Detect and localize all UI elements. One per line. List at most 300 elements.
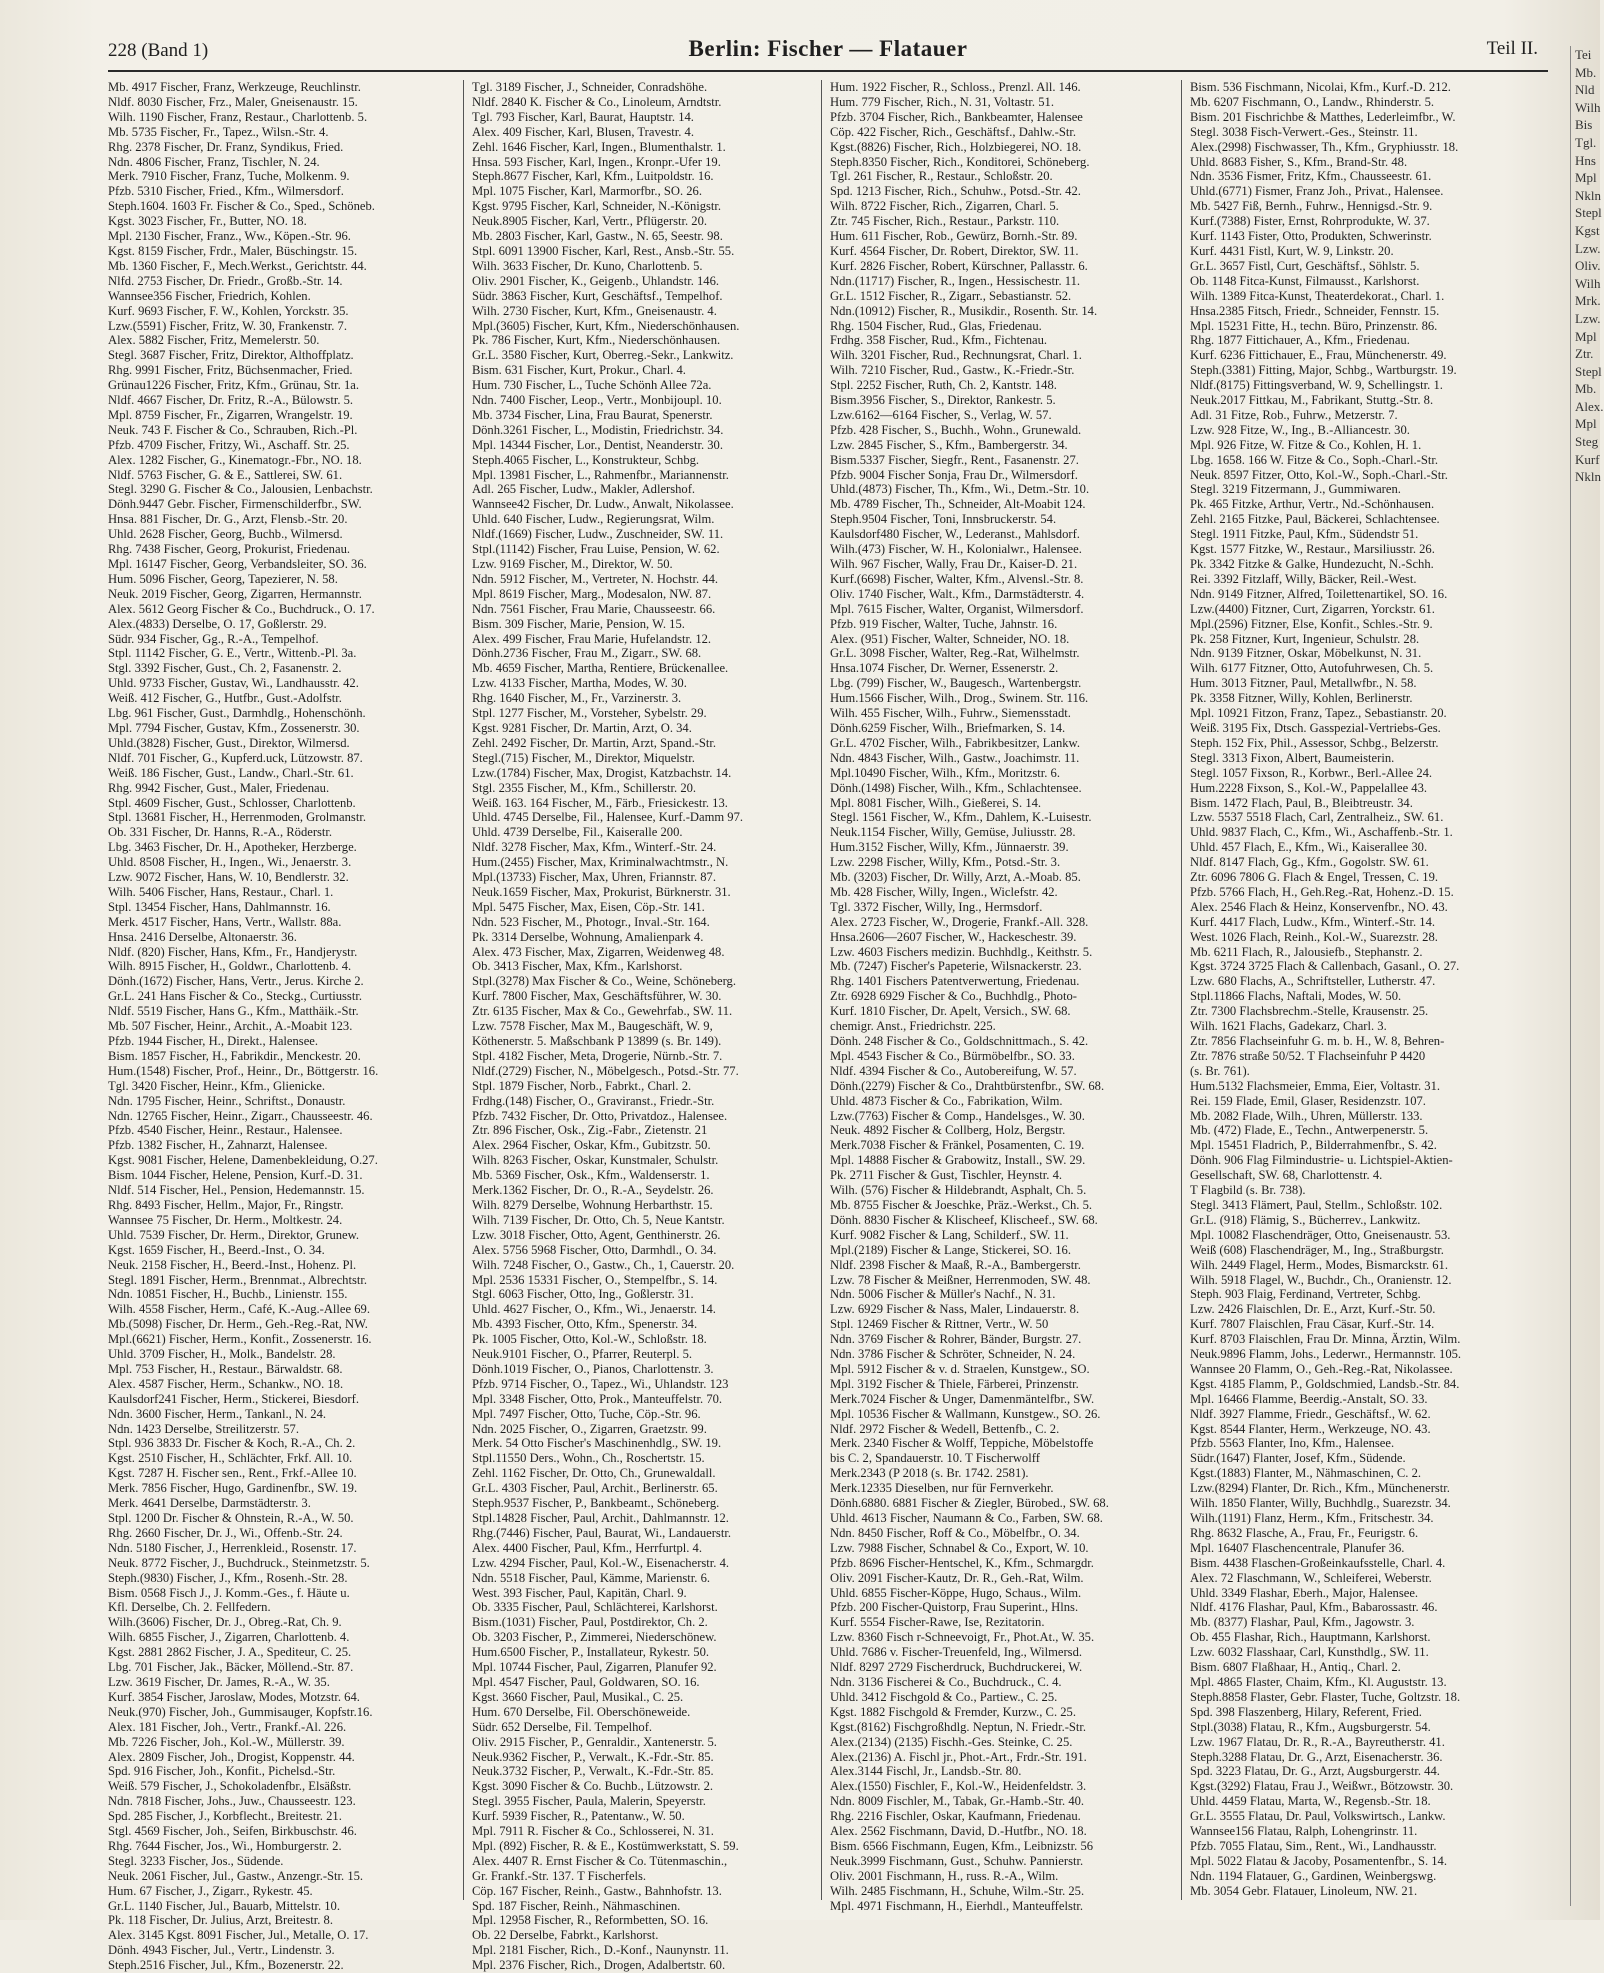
directory-entry: Kgst. 3724 3725 Flach & Callenbach, Gasanl., O. 27. bbox=[1190, 959, 1460, 974]
directory-entry: Oliv. 2091 Fischer-Kautz, Dr. R., Geh.-Rat, Wilm. bbox=[830, 1570, 1084, 1585]
directory-entry: Dönh.3261 Fischer, L., Modistin, Friedrichstr. 34. bbox=[472, 422, 724, 437]
directory-entry: Bism. 1472 Flach, Paul, B., Bleibtreustr. 34. bbox=[1190, 795, 1413, 810]
directory-entry: Ndn. 8450 Fischer, Roff & Co., Möbelfbr., O. 34. bbox=[830, 1525, 1080, 1540]
directory-entry: Neuk.9896 Flamm, Johs., Lederwr., Hermannstr. 105. bbox=[1190, 1347, 1462, 1362]
directory-entry: Alex. 2964 Fischer, Oskar, Kfm., Gubitzstr. 50. bbox=[472, 1138, 711, 1153]
directory-entry: Lzw. 2426 Flaischlen, Dr. E., Arzt, Kurf.-Str. 50. bbox=[1190, 1302, 1436, 1317]
directory-entry: Pk. 3314 Derselbe, Wohnung, Amalienpark 4. bbox=[472, 929, 704, 944]
directory-entry: Bism. 1857 Fischer, H., Fabrikdir., Menckestr. 20. bbox=[108, 1048, 361, 1063]
directory-entry: Nldf.(8175) Fittingsverband, W. 9, Schellingstr. 1. bbox=[1190, 378, 1443, 393]
directory-entry: Alex. 5612 Georg Fischer & Co., Buchdruck., O. 17. bbox=[108, 601, 375, 616]
directory-entry: Merk.12335 Dieselben, nur für Fernverkehr. bbox=[830, 1481, 1054, 1496]
directory-entry: Mb. 1360 Fischer, F., Mech.Werkst., Gerichtstr. 44. bbox=[108, 258, 367, 273]
directory-entry: Uhld. 9733 Fischer, Gustav, Wi., Landhausstr. 42. bbox=[108, 676, 359, 691]
directory-entry: Steph.8677 Fischer, Karl, Kfm., Luitpoldstr. 16. bbox=[472, 169, 714, 184]
directory-entry: Nldf. 514 Fischer, Hel., Pension, Hedemannstr. 15. bbox=[108, 1183, 365, 1198]
directory-entry: Lzw. 1967 Flatau, Dr. R., R.-A., Bayreutherstr. 41. bbox=[1190, 1734, 1445, 1749]
directory-entry: Pfzb. 8696 Fischer-Hentschel, K., Kfm., Schmargdr. bbox=[830, 1555, 1094, 1570]
directory-entry: Hum.5132 Flachsmeier, Emma, Eier, Voltastr. 31. bbox=[1190, 1078, 1441, 1093]
directory-entry: Steph.9504 Fischer, Toni, Innsbruckerstr. 54. bbox=[830, 512, 1057, 527]
directory-entry: Pk. 258 Fitzner, Kurt, Ingenieur, Schulstr. 28. bbox=[1190, 631, 1420, 646]
directory-entry: Alex. 181 Fischer, Joh., Vertr., Frankf.-Al. 226. bbox=[108, 1719, 347, 1734]
directory-entry: Uhld. 640 Fischer, Ludw., Regierungsrat, Wilm. bbox=[472, 512, 715, 527]
directory-entry: Mpl. 7615 Fischer, Walter, Organist, Wilmersdorf. bbox=[830, 601, 1084, 616]
directory-entry: Steph.1604. 1603 Fr. Fischer & Co., Sped., Schöneb. bbox=[108, 199, 375, 214]
directory-entry: Lzw. 7578 Fischer, Max M., Baugeschäft, W. 9, bbox=[472, 1019, 713, 1034]
directory-entry: Uhld. 3412 Fischgold & Co., Partiew., C. 25. bbox=[830, 1689, 1058, 1704]
directory-entry: Ztr. 7300 Flachsbrechm.-Stelle, Krausenstr. 25. bbox=[1190, 1004, 1429, 1019]
directory-entry: Wilh. 8263 Fischer, Oskar, Kunstmaler, Schulstr. bbox=[472, 1153, 719, 1168]
directory-entry: Köthenerstr. 5. Maßschbank P 13899 (s. Br. 149). bbox=[472, 1034, 722, 1048]
directory-entry: Merk. 7856 Fischer, Hugo, Gardinenfbr., SW. 19. bbox=[108, 1481, 358, 1496]
directory-entry: Steph.9537 Fischer, P., Bankbeamt., Schöneberg. bbox=[472, 1496, 720, 1511]
directory-entry: Nldf. 4394 Fischer & Co., Autobereifung, W. 57. bbox=[830, 1063, 1077, 1078]
directory-entry: Merk.7038 Fischer & Fränkel, Posamenten, C. 19. bbox=[830, 1138, 1085, 1153]
directory-entry: Nldf. 8297 2729 Fischerdruck, Buchdruckerei, W. bbox=[830, 1660, 1083, 1675]
directory-entry: Alex. 72 Flaschmann, W., Schleiferei, Weberstr. bbox=[1190, 1570, 1432, 1585]
directory-entry: Lzw. 6929 Fischer & Nass, Maler, Lindauerstr. 8. bbox=[830, 1302, 1080, 1317]
directory-entry: Ztr. 6928 6929 Fischer & Co., Buchhdlg., Photo- bbox=[830, 989, 1077, 1004]
directory-entry: Ztr. 896 Fischer, Osk., Zig.-Fabr., Zietenstr. 21 bbox=[472, 1123, 708, 1138]
directory-entry: Mpl.(2189) Fischer & Lange, Stickerei, SO. 16. bbox=[830, 1242, 1071, 1257]
directory-entry: Alex. 499 Fischer, Frau Marie, Hufelandstr. 12. bbox=[472, 631, 712, 646]
directory-entry: Mpl. 5475 Fischer, Max, Eisen, Cöp.-Str. 141. bbox=[472, 899, 705, 914]
directory-entry: Neuk. 8597 Fitzer, Otto, Kol.-W., Soph.-Charl.-Str. bbox=[1190, 467, 1448, 482]
directory-entry: Dönh. 248 Fischer & Co., Goldschnittmach., S. 42. bbox=[830, 1034, 1089, 1048]
directory-entry: Wilh. 455 Fischer, Wilh., Fuhrw., Siemensstadt. bbox=[830, 706, 1071, 721]
directory-entry: Lzw. 680 Flachs, A., Schriftsteller, Lutherstr. 47. bbox=[1190, 974, 1436, 989]
directory-entry: Uhld. 4459 Flatau, Marta, W., Regensb.-Str. 18. bbox=[1190, 1794, 1431, 1809]
directory-entry: Ndn. 5180 Fischer, J., Herrenkleid., Rosenstr. 17. bbox=[108, 1540, 357, 1555]
directory-entry: Nldf. 2840 K. Fischer & Co., Linoleum, Arndtstr. bbox=[472, 94, 722, 109]
directory-entry: Tgl. 3420 Fischer, Heinr., Kfm., Glienicke. bbox=[108, 1078, 326, 1093]
directory-entry: Kgst.(3292) Flatau, Frau J., Weißwr., Bötzowstr. 30. bbox=[1190, 1779, 1454, 1794]
directory-entry: Mpl. 15231 Fitte, H., techn. Büro, Prinzenstr. 86. bbox=[1190, 318, 1438, 333]
directory-entry: Alex. 2723 Fischer, W., Drogerie, Frankf.-All. 328. bbox=[830, 914, 1089, 929]
directory-entry: Mpl. 10536 Fischer & Wallmann, Kunstgew., SO. 26. bbox=[830, 1406, 1101, 1421]
directory-entry: Südr. 934 Fischer, Gg., R.-A., Tempelhof. bbox=[108, 631, 319, 646]
directory-entry: Stpl. 4609 Fischer, Gust., Schlosser, Charlottenb. bbox=[108, 795, 356, 810]
directory-entry: bis C. 2, Spandauerstr. 10. T Fischerwolff bbox=[830, 1451, 1040, 1466]
directory-entry: Pfzb. 428 Fischer, S., Buchh., Wohn., Grunewald. bbox=[830, 422, 1082, 437]
directory-entry: Mpl. 8759 Fischer, Fr., Zigarren, Wrangelstr. 19. bbox=[108, 407, 353, 422]
directory-entry: Hnsa.2606—2607 Fischer, W., Hackeschestr. 39. bbox=[830, 929, 1077, 944]
edge-fragment: Nkln bbox=[1575, 469, 1601, 485]
directory-entry: Pfzb. 200 Fischer-Quistorp, Frau Superint., Hlns. bbox=[830, 1600, 1079, 1615]
directory-entry: Mb. 6207 Fischmann, O., Landw., Rhinderstr. 5. bbox=[1190, 94, 1435, 109]
directory-entry: Uhld. 3709 Fischer, H., Molk., Bandelstr. 28. bbox=[108, 1347, 336, 1362]
edge-fragment: Wilh bbox=[1575, 275, 1601, 291]
directory-entry: Nldf.(1669) Fischer, Ludw., Zuschneider, SW. 11. bbox=[472, 527, 724, 542]
directory-entry: Merk. 4641 Derselbe, Darmstädterstr. 3. bbox=[108, 1496, 311, 1511]
directory-entry: Kgst. 3660 Fischer, Paul, Musikal., C. 25. bbox=[472, 1689, 684, 1704]
directory-entry: Rhg. 1401 Fischers Patentverwertung, Friedenau. bbox=[830, 974, 1080, 989]
directory-entry: Pfzb. 1944 Fischer, H., Direkt., Halensee. bbox=[108, 1034, 319, 1048]
edge-fragment: Steg bbox=[1575, 434, 1599, 450]
directory-entry: Gr. Frankf.-Str. 137. T Fischerfels. bbox=[472, 1868, 647, 1883]
directory-entry: Ndn. 8009 Fischler, M., Tabak, Gr.-Hamb.-Str. 40. bbox=[830, 1794, 1085, 1809]
edge-fragment: Mpl bbox=[1575, 416, 1597, 432]
edge-fragment: Nld bbox=[1575, 82, 1595, 98]
column-3 bbox=[830, 80, 1167, 1913]
directory-entry: Neuk. 4892 Fischer & Collberg, Holz, Bergstr. bbox=[830, 1123, 1066, 1138]
page-title: Berlin: Fischer — Flatauer bbox=[688, 36, 968, 61]
directory-entry: Wilh. 4558 Fischer, Herm., Café, K.-Aug.-Allee 69. bbox=[108, 1302, 370, 1317]
edge-fragment: Nkln bbox=[1575, 187, 1601, 203]
directory-entry: Hnsa.1074 Fischer, Dr. Werner, Essenerstr. 2. bbox=[830, 661, 1059, 676]
directory-entry: Alex. 5756 5968 Fischer, Otto, Darmhdl., O. 34. bbox=[472, 1242, 717, 1257]
directory-entry: Lbg. 3463 Fischer, Dr. H., Apotheker, Herzberge. bbox=[108, 840, 357, 855]
directory-entry: Pfzb. 1382 Fischer, H., Zahnarzt, Halensee. bbox=[108, 1138, 328, 1153]
directory-entry: Stpl.11866 Flachs, Naftali, Modes, W. 50. bbox=[1190, 989, 1402, 1004]
directory-entry: Ndn. 9149 Fitzner, Alfred, Toilettenartikel, SO. 16. bbox=[1190, 586, 1448, 601]
directory-entry: Ndn. 5006 Fischer & Müller's Nachf., N. 31. bbox=[830, 1287, 1056, 1302]
directory-entry: Ob. 331 Fischer, Dr. Hanns, R.-A., Röderstr. bbox=[108, 825, 333, 840]
directory-entry: Rei. 3392 Fitzlaff, Willy, Bäcker, Reil.-West. bbox=[1190, 571, 1417, 586]
directory-entry: Pk. 465 Fitzke, Arthur, Vertr., Nd.-Schönhausen. bbox=[1190, 497, 1435, 512]
directory-entry: Grünau1226 Fischer, Fritz, Kfm., Grünau, Str. 1a. bbox=[108, 378, 359, 393]
directory-entry: Mb. 428 Fischer, Willy, Ingen., Wiclefstr. 42. bbox=[830, 884, 1058, 899]
directory-entry: Tgl. 793 Fischer, Karl, Baurat, Hauptstr. 14. bbox=[472, 109, 694, 124]
directory-entry: Rhg.(7446) Fischer, Paul, Baurat, Wi., Landauerstr. bbox=[472, 1525, 731, 1540]
part-label: Teil II. bbox=[1486, 38, 1538, 59]
directory-entry: Spd. 1213 Fischer, Rich., Schuhw., Potsd.-Str. 42. bbox=[830, 184, 1081, 199]
directory-entry: Mpl. 4543 Fischer & Co., Bürmöbelfbr., SO. 33. bbox=[830, 1048, 1075, 1063]
directory-entry: Zehl. 2492 Fischer, Dr. Martin, Arzt, Spand.-Str. bbox=[472, 735, 716, 750]
directory-entry: Frdhg.(148) Fischer, O., Graviranst., Friedr.-Str. bbox=[472, 1093, 715, 1108]
directory-entry: Mb. 6211 Flach, R., Jalousiefb., Stephanstr. 2. bbox=[1190, 944, 1423, 959]
directory-entry: Kurf. 4564 Fischer, Dr. Robert, Direktor, SW. 11. bbox=[830, 243, 1079, 258]
directory-entry: Wilh. 7210 Fischer, Rud., Gastw., K.-Friedr.-Str. bbox=[830, 363, 1075, 378]
directory-entry: Spd. 285 Fischer, J., Korbflecht., Breitestr. 21. bbox=[108, 1809, 342, 1824]
directory-entry: Kfl. Derselbe, Ch. 2. Fellfedern. bbox=[108, 1600, 271, 1615]
directory-entry: Lbg. 961 Fischer, Gust., Darmhdlg., Hohenschönh. bbox=[108, 706, 366, 721]
directory-entry: Nldf. (820) Fischer, Hans, Kfm., Fr., Handjerystr. bbox=[108, 944, 358, 959]
directory-entry: Mpl. 2376 Fischer, Rich., Drogen, Adalbertstr. 60. bbox=[472, 1958, 726, 1973]
directory-entry: Stegl. 1891 Fischer, Herm., Brennmat., Albrechtstr. bbox=[108, 1272, 368, 1287]
directory-entry: Spd. 398 Flaszenberg, Hilary, Referent, Fried. bbox=[1190, 1704, 1422, 1719]
edge-fragment: Stepl bbox=[1575, 205, 1602, 221]
directory-entry: Stegl. 3233 Fischer, Jos., Südende. bbox=[108, 1853, 284, 1868]
directory-entry: Neuk. 2019 Fischer, Georg, Zigarren, Hermannstr. bbox=[108, 586, 362, 601]
directory-entry: Kgst. 8159 Fischer, Frdr., Maler, Büschingstr. 15. bbox=[108, 243, 358, 258]
directory-entry: Steph.2516 Fischer, Jul., Kfm., Bozenerstr. 22. bbox=[108, 1958, 344, 1973]
directory-entry: Ndn. 7400 Fischer, Leop., Vertr., Monbijoupl. 10. bbox=[472, 393, 722, 408]
directory-entry: Neuk.1659 Fischer, Max, Prokurist, Bürknerstr. 31. bbox=[472, 884, 731, 899]
directory-entry: Lbg. 701 Fischer, Jak., Bäcker, Möllend.-Str. 87. bbox=[108, 1660, 354, 1675]
directory-entry: Hnsa. 2416 Derselbe, Altonaerstr. 36. bbox=[108, 929, 297, 944]
directory-entry: Kurf. 1810 Fischer, Dr. Apelt, Versich., SW. 68. bbox=[830, 1004, 1071, 1019]
directory-entry: Ndn. 5518 Fischer, Paul, Kämme, Marienstr. 6. bbox=[472, 1570, 711, 1585]
directory-entry: Wannsee356 Fischer, Friedrich, Kohlen. bbox=[108, 288, 311, 303]
directory-entry: Stegl. 3955 Fischer, Paula, Malerin, Speyerstr. bbox=[472, 1794, 706, 1809]
directory-entry: Kgst. 2881 2862 Fischer, J. A., Spediteur, C. 25. bbox=[108, 1645, 352, 1660]
directory-entry: Kurf. 7800 Fischer, Max, Geschäftsführer, W. 30. bbox=[472, 989, 722, 1004]
directory-entry: Bism. 6807 Flaßhaar, H., Antiq., Charl. 2. bbox=[1190, 1660, 1401, 1675]
directory-entry: Alex. 4407 R. Ernst Fischer & Co. Tütenmaschin., bbox=[472, 1853, 728, 1868]
directory-entry: Hnsa. 881 Fischer, Dr. G., Arzt, Flensb.-Str. 20. bbox=[108, 512, 348, 527]
directory-entry: Neuk. 2158 Fischer, H., Beerd.-Inst., Hohenz. Pl. bbox=[108, 1257, 357, 1272]
directory-entry: Mpl. 7794 Fischer, Gustav, Kfm., Zossenerstr. 30. bbox=[108, 720, 360, 735]
directory-entry: Alex. 4400 Fischer, Paul, Kfm., Herrfurtpl. 4. bbox=[472, 1540, 702, 1555]
directory-entry: Mpl. 2536 15331 Fischer, O., Stempelfbr., S. 14. bbox=[472, 1272, 718, 1287]
directory-entry: Kgst. 8544 Flanter, Herm., Werkzeuge, NO. 43. bbox=[1190, 1421, 1431, 1436]
directory-entry: Lzw. 3619 Fischer, Dr. James, R.-A., W. 35. bbox=[108, 1674, 330, 1689]
directory-entry: Ndn. 3786 Fischer & Schröter, Schneider, N. 24. bbox=[830, 1347, 1076, 1362]
directory-entry: Lzw. 5537 5518 Flach, Carl, Zentralheiz., SW. 61. bbox=[1190, 810, 1444, 825]
directory-entry: Stegl. 1911 Fitzke, Paul, Kfm., Südendstr 51. bbox=[1190, 527, 1419, 542]
directory-entry: Hnsa.2385 Fitsch, Friedr., Schneider, Fennstr. 15. bbox=[1190, 303, 1440, 318]
directory-entry: Ztr. 6096 7806 G. Flach & Engel, Tressen, C. 19. bbox=[1190, 870, 1439, 885]
directory-entry: Stgl. 2355 Fischer, M., Kfm., Schillerstr. 20. bbox=[472, 780, 697, 795]
directory-entry: Ndn. 3769 Fischer & Rohrer, Bänder, Burgstr. 27. bbox=[830, 1332, 1082, 1347]
directory-entry: Dönh.1019 Fischer, O., Pianos, Charlottenstr. 3. bbox=[472, 1361, 714, 1376]
directory-entry: Alex.(1550) Fischler, F., Kol.-W., Heidenfeldstr. 3. bbox=[830, 1779, 1087, 1794]
directory-entry: Lzw. 6032 Flasshaar, Carl, Kunsthdlg., SW. 11. bbox=[1190, 1645, 1429, 1660]
directory-entry: Steph.3288 Flatau, Dr. G., Arzt, Eisenacherstr. 36. bbox=[1190, 1749, 1443, 1764]
directory-entry: Weiß. 186 Fischer, Gust., Landw., Charl.-Str. 61. bbox=[108, 765, 354, 780]
directory-entry: Uhld. 3349 Flashar, Eberh., Major, Halensee. bbox=[1190, 1585, 1419, 1600]
directory-entry: Wilh. 5918 Flagel, W., Buchdr., Ch., Oranienstr. 12. bbox=[1190, 1272, 1452, 1287]
directory-entry: Mpl. 14888 Fischer & Grabowitz, Install., SW. 29. bbox=[830, 1153, 1086, 1168]
header-rule bbox=[108, 70, 1548, 72]
directory-entry: Pk. 3358 Fitzner, Willy, Kohlen, Berlinerstr. bbox=[1190, 691, 1413, 706]
directory-entry: Nldf.(2729) Fischer, N., Möbelgesch., Potsd.-Str. 77. bbox=[472, 1063, 739, 1078]
directory-entry: Stpl.(3278) Max Fischer & Co., Weine, Schöneberg. bbox=[472, 974, 737, 989]
edge-fragment: Mrk. bbox=[1575, 293, 1601, 309]
directory-entry: Stgl. 4569 Fischer, Joh., Seifen, Birkbuschstr. 46. bbox=[108, 1824, 357, 1839]
directory-entry: Mb. 8755 Fischer & Joeschke, Präz.-Werkst., Ch. 5. bbox=[830, 1197, 1093, 1212]
adjacent-page-edge bbox=[1570, 46, 1604, 1906]
directory-entry: Merk.1362 Fischer, Dr. O., R.-A., Seydelstr. 26. bbox=[472, 1183, 714, 1198]
directory-entry: Stegl. 1561 Fischer, W., Kfm., Dahlem, K.-Luisestr. bbox=[830, 810, 1092, 825]
directory-entry: Tgl. 3189 Fischer, J., Schneider, Conradshöhe. bbox=[472, 80, 708, 94]
directory-entry: Wannsee 75 Fischer, Dr. Herm., Moltkestr. 24. bbox=[108, 1212, 343, 1227]
directory-entry: Wilh. 3201 Fischer, Rud., Rechnungsrat, Charl. 1. bbox=[830, 348, 1082, 363]
directory-entry: Rhg. 7438 Fischer, Georg, Prokurist, Friedenau. bbox=[108, 542, 351, 557]
directory-entry: Wilh.(3606) Fischer, Dr. J., Obreg.-Rat, Ch. 9. bbox=[108, 1615, 342, 1630]
directory-entry: Alex.3144 Fischl, Jr., Landsb.-Str. 80. bbox=[830, 1764, 1022, 1779]
edge-fragment: Kurf bbox=[1575, 451, 1600, 467]
directory-entry: Ob. 22 Derselbe, Fabrkt., Karlshorst. bbox=[472, 1928, 659, 1943]
directory-entry: Ztr. 7876 straße 50/52. T Flachseinfuhr P 4420 bbox=[1190, 1048, 1426, 1063]
directory-entry: Merk.7024 Fischer & Unger, Damenmäntelfbr., SW. bbox=[830, 1391, 1095, 1406]
directory-entry: Mpl. 4547 Fischer, Paul, Goldwaren, SO. 16. bbox=[472, 1674, 700, 1689]
directory-entry: Mpl.(2596) Fitzner, Else, Konfit., Schles.-Str. 9. bbox=[1190, 616, 1433, 631]
directory-entry: Bism. 201 Fischrichbe & Matthes, Lederleimfbr., W. bbox=[1190, 109, 1456, 124]
directory-entry: Bism. 6566 Fischmann, Eugen, Kfm., Leibnizstr. 56 bbox=[830, 1838, 1094, 1853]
directory-entry: Gr.L. 1512 Fischer, R., Zigarr., Sebastianstr. 52. bbox=[830, 288, 1072, 303]
directory-entry: Frdhg. 358 Fischer, Rud., Kfm., Fichtenau. bbox=[830, 333, 1048, 348]
directory-entry: Mpl. 8081 Fischer, Wilh., Gießerei, S. 14. bbox=[830, 795, 1042, 810]
directory-entry: Steph.(3381) Fitting, Major, Schbg., Wartburgstr. 19. bbox=[1190, 363, 1457, 378]
directory-entry: Hum.6500 Fischer, P., Installateur, Rykestr. 50. bbox=[472, 1645, 710, 1660]
directory-entry: Ndn. 1194 Flatauer, G., Gardinen, Weinbergswg. bbox=[1190, 1868, 1437, 1883]
directory-entry: Tgl. 261 Fischer, R., Restaur., Schloßstr. 20. bbox=[830, 169, 1053, 184]
directory-entry: Weiß. 412 Fischer, G., Hutfbr., Gust.-Adolfstr. bbox=[108, 691, 342, 706]
directory-entry: Kgst. 2510 Fischer, H., Schlächter, Frkf. All. 10. bbox=[108, 1451, 353, 1466]
edge-fragment: Tei bbox=[1575, 47, 1592, 62]
directory-entry: Stpl. 1277 Fischer, M., Vorsteher, Sybelstr. 29. bbox=[472, 706, 707, 721]
directory-entry: Mb. 2803 Fischer, Karl, Gastw., N. 65, Seestr. 98. bbox=[472, 229, 723, 244]
directory-entry: Pk. 786 Fischer, Kurt, Kfm., Niederschönhausen. bbox=[472, 333, 721, 348]
directory-entry: Rhg. 7644 Fischer, Jos., Wi., Homburgerstr. 2. bbox=[108, 1838, 342, 1853]
directory-entry: Gr.L. 241 Hans Fischer & Co., Steckg., Curtiusstr. bbox=[108, 989, 362, 1004]
directory-entry: Hum. 1922 Fischer, R., Schloss., Prenzl. All. 146. bbox=[830, 80, 1081, 94]
directory-entry: Wilh. 2730 Fischer, Kurt, Kfm., Gneisenaustr. 4. bbox=[472, 303, 717, 318]
directory-entry: Stpl.(11142) Fischer, Frau Luise, Pension, W. 62. bbox=[472, 542, 720, 557]
directory-entry: Lzw.(4400) Fitzner, Curt, Zigarren, Yorckstr. 61. bbox=[1190, 601, 1435, 616]
directory-entry: Pfzb. 3704 Fischer, Rich., Bankbeamter, Halensee bbox=[830, 109, 1083, 124]
directory-entry: Nldf. 2972 Fischer & Wedell, Bettenfb., C. 2. bbox=[830, 1421, 1060, 1436]
directory-entry: Kurf. 6236 Fittichauer, E., Frau, Münchenerstr. 49. bbox=[1190, 348, 1447, 363]
edge-fragment: Stepl bbox=[1575, 363, 1602, 379]
directory-entry: Uhld. 4745 Derselbe, Fil., Halensee, Kurf.-Damm 97. bbox=[472, 810, 744, 825]
directory-entry: Stegl.(715) Fischer, M., Direktor, Miquelstr. bbox=[472, 750, 695, 765]
directory-entry: Wilh. 5406 Fischer, Hans, Restaur., Charl. 1. bbox=[108, 884, 334, 899]
directory-entry: Kgst.(8162) Fischgroßhdlg. Neptun, N. Friedr.-Str. bbox=[830, 1719, 1087, 1734]
directory-entry: Spd. 187 Fischer, Reinh., Nähmaschinen. bbox=[472, 1898, 681, 1913]
directory-entry: Pfzb. 5563 Flanter, Ino, Kfm., Halensee. bbox=[1190, 1436, 1395, 1451]
directory-entry: Dönh. 906 Flag Filmindustrie- u. Lichtspiel-Aktien- bbox=[1190, 1153, 1453, 1168]
directory-entry: Pk. 2711 Fischer & Gust, Tischler, Heynstr. 4. bbox=[830, 1168, 1063, 1183]
directory-entry: Wilh. 1621 Flachs, Gadekarz, Charl. 3. bbox=[1190, 1019, 1387, 1034]
directory-entry: chemigr. Anst., Friedrichstr. 225. bbox=[830, 1019, 996, 1034]
directory-entry: Stpl. 1879 Fischer, Norb., Fabrkt., Charl. 2. bbox=[472, 1078, 692, 1093]
directory-entry: Wilh. 8722 Fischer, Rich., Zigarren, Charl. 5. bbox=[830, 199, 1059, 214]
directory-entry: Ob. 455 Flashar, Rich., Hauptmann, Karlshorst. bbox=[1190, 1630, 1431, 1645]
directory-entry: Ob. 3413 Fischer, Max, Kfm., Karlshorst. bbox=[472, 959, 683, 974]
directory-entry: Pfzb. 9004 Fischer Sonja, Frau Dr., Wilmersdorf. bbox=[830, 467, 1078, 482]
directory-entry: Lzw.(7763) Fischer & Comp., Handelsges., W. 30. bbox=[830, 1108, 1085, 1123]
directory-entry: Uhld. 7686 v. Fischer-Treuenfeld, Ing., Wilmersd. bbox=[830, 1645, 1083, 1660]
directory-entry: Neuk.3999 Fischmann, Gust., Schuhw. Pannierstr. bbox=[830, 1853, 1084, 1868]
directory-entry: Rhg. 8632 Flasche, A., Frau, Fr., Feurigstr. 6. bbox=[1190, 1525, 1419, 1540]
directory-entry: Lzw. 3018 Fischer, Otto, Agent, Genthinerstr. 26. bbox=[472, 1227, 721, 1242]
edge-fragment: Mb. bbox=[1575, 64, 1597, 80]
directory-entry: Tgl. 3372 Fischer, Willy, Ing., Hermsdorf. bbox=[830, 899, 1043, 914]
directory-entry: Weiß (608) Flaschendräger, M., Ing., Straßburgstr. bbox=[1190, 1242, 1444, 1257]
edge-fragment: Hns bbox=[1575, 152, 1596, 168]
directory-entry: Ob. 1148 Fitca-Kunst, Filmausst., Karlshorst. bbox=[1190, 273, 1420, 288]
directory-entry: Steph.8350 Fischer, Rich., Konditorei, Schöneberg. bbox=[830, 154, 1090, 169]
directory-entry: Uhld. 4627 Fischer, O., Kfm., Wi., Jenaerstr. 14. bbox=[472, 1302, 716, 1317]
directory-entry: Ndn. 10851 Fischer, H., Buchb., Linienstr. 155. bbox=[108, 1287, 348, 1302]
directory-entry: Hnsa. 593 Fischer, Karl, Ingen., Kronpr.-Ufer 19. bbox=[472, 154, 721, 169]
edge-fragment: Lzw. bbox=[1575, 310, 1601, 326]
directory-entry: Spd. 3223 Flatau, Dr. G., Arzt, Augsburgerstr. 44. bbox=[1190, 1764, 1440, 1779]
directory-entry: Wilh. 7248 Fischer, O., Gastw., Ch., 1, Cauerstr. 20. bbox=[472, 1257, 735, 1272]
directory-entry: Alex. 473 Fischer, Max, Zigarren, Weidenweg 48. bbox=[472, 944, 725, 959]
directory-entry: Mb. 2082 Flade, Wilh., Uhren, Müllerstr. 133. bbox=[1190, 1108, 1423, 1123]
directory-entry: Uhld. 9837 Flach, C., Kfm., Wi., Aschaffenb.-Str. 1. bbox=[1190, 825, 1453, 840]
directory-entry: Rhg. 2216 Fischler, Oskar, Kaufmann, Friedenau. bbox=[830, 1809, 1081, 1824]
directory-entry: Wannsee42 Fischer, Dr. Ludw., Anwalt, Nikolassee. bbox=[472, 497, 734, 512]
directory-entry: Kurf.(6698) Fischer, Walter, Kfm., Alvensl.-Str. 8. bbox=[830, 571, 1084, 586]
directory-entry: West. 393 Fischer, Paul, Kapitän, Charl. 9. bbox=[472, 1585, 687, 1600]
directory-entry: Stegl. 3038 Fisch-Verwert.-Ges., Steinstr. 11. bbox=[1190, 124, 1418, 139]
directory-entry: Weiß. 579 Fischer, J., Schokoladenfbr., Elsäßstr. bbox=[108, 1779, 352, 1794]
directory-entry: Nldf. 3278 Fischer, Max, Kfm., Winterf.-Str. 24. bbox=[472, 840, 717, 855]
directory-entry: Stpl. 11142 Fischer, G. E., Vertr., Wittenb.-Pl. 3a. bbox=[108, 646, 357, 661]
directory-entry: Ndn. 7561 Fischer, Frau Marie, Chausseestr. 66. bbox=[472, 601, 716, 616]
column-divider bbox=[1181, 80, 1182, 1900]
directory-entry: Neuk.8905 Fischer, Karl, Vertr., Pflügerstr. 20. bbox=[472, 214, 708, 229]
directory-entry: Kgst. 1659 Fischer, H., Beerd.-Inst., O. 34. bbox=[108, 1242, 325, 1257]
directory-entry: Mb. 507 Fischer, Heinr., Archit., A.-Moabit 123. bbox=[108, 1019, 353, 1034]
directory-entry: Mpl. 2130 Fischer, Franz., Ww., Köpen.-Str. 96. bbox=[108, 229, 351, 244]
directory-entry: Uhld.(3828) Fischer, Gust., Direktor, Wilmersd. bbox=[108, 735, 350, 750]
directory-entry: Ztr. 6135 Fischer, Max & Co., Gewehrfab., SW. 11. bbox=[472, 1004, 733, 1019]
directory-entry: Bism.3956 Fischer, S., Direktor, Rankestr. 5. bbox=[830, 393, 1056, 408]
directory-entry: Stegl. 3290 G. Fischer & Co., Jalousien, Lenbachstr. bbox=[108, 482, 373, 497]
directory-entry: Alex. 2546 Flach & Heinz, Konservenfbr., NO. 43. bbox=[1190, 899, 1448, 914]
directory-entry: Mb. 5427 Fiß, Bernh., Fuhrw., Hennigsd.-Str. 9. bbox=[1190, 199, 1433, 214]
column-4 bbox=[1190, 80, 1527, 1900]
directory-entry: Ndn. 5912 Fischer, M., Vertreter, N. Hochstr. 44. bbox=[472, 571, 719, 586]
directory-entry: Kurf. 8703 Flaischlen, Frau Dr. Minna, Ärztin, Wilm. bbox=[1190, 1332, 1461, 1347]
directory-entry: Ndn. 3536 Fismer, Fritz, Kfm., Chausseestr. 61. bbox=[1190, 169, 1432, 184]
directory-entry: Bism. 1044 Fischer, Helene, Pension, Kurf.-D. 31. bbox=[108, 1168, 363, 1183]
directory-entry: Lzw. 9072 Fischer, Hans, W. 10, Bendlerstr. 32. bbox=[108, 870, 349, 885]
directory-entry: Mb. (472) Flade, E., Techn., Antwerpenerstr. 5. bbox=[1190, 1123, 1429, 1138]
directory-entry: Hum. 670 Derselbe, Fil. Oberschöneweide. bbox=[472, 1704, 691, 1719]
directory-entry: Ndn. 1423 Derselbe, Streilitzerstr. 57. bbox=[108, 1421, 299, 1436]
directory-entry: Kaulsdorf480 Fischer, W., Lederanst., Mahlsdorf. bbox=[830, 527, 1080, 542]
directory-entry: Dönh.9447 Gebr. Fischer, Firmenschilderfbr., SW. bbox=[108, 497, 362, 512]
directory-entry: Mpl. 16407 Flaschencentrale, Planufer 36. bbox=[1190, 1540, 1405, 1555]
directory-entry: Kurf. 4431 Fistl, Kurt, W. 9, Linkstr. 20. bbox=[1190, 243, 1394, 258]
directory-entry: Mb. 5369 Fischer, Osk., Kfm., Waldenserstr. 1. bbox=[472, 1168, 710, 1183]
directory-entry: Stegl. 3413 Flämert, Paul, Stellm., Schloßstr. 102. bbox=[1190, 1197, 1443, 1212]
directory-entry: Lzw. 2298 Fischer, Willy, Kfm., Potsd.-Str. 3. bbox=[830, 855, 1061, 870]
directory-entry: Nldf. 4176 Flashar, Paul, Kfm., Babarossastr. 46. bbox=[1190, 1600, 1438, 1615]
directory-entry: Neuk.9101 Fischer, O., Pfarrer, Reuterpl. 5. bbox=[472, 1347, 693, 1362]
directory-entry: Wannsee156 Flatau, Ralph, Lohengrinstr. 11. bbox=[1190, 1824, 1418, 1839]
directory-entry: Ndn. 9139 Fitzner, Oskar, Möbelkunst, N. 31. bbox=[1190, 646, 1422, 661]
directory-entry: Wilh.(473) Fischer, W. H., Kolonialwr., Halensee. bbox=[830, 542, 1082, 557]
directory-entry: Mb. 3734 Fischer, Lina, Frau Baurat, Spenerstr. bbox=[472, 407, 713, 422]
directory-entry: Mpl. 926 Fitze, W. Fitze & Co., Kohlen, H. 1. bbox=[1190, 437, 1422, 452]
directory-entry: Neuk. 2061 Fischer, Jul., Gastw., Anzengr.-Str. 15. bbox=[108, 1868, 364, 1883]
directory-entry: Dönh.(1672) Fischer, Hans, Vertr., Jerus. Kirche 2. bbox=[108, 974, 364, 989]
directory-entry: Lzw. 4603 Fischers medizin. Buchhdlg., Keithstr. 5. bbox=[830, 944, 1093, 959]
directory-entry: Ob. 3335 Fischer, Paul, Schlächterei, Karlshorst. bbox=[472, 1600, 718, 1615]
directory-entry: Hum. 5096 Fischer, Georg, Tapezierer, N. 58. bbox=[108, 571, 338, 586]
directory-entry: Ndn. 3600 Fischer, Herm., Tankanl., N. 24. bbox=[108, 1406, 327, 1421]
directory-entry: Alex. 1282 Fischer, G., Kinematogr.-Fbr., NO. 18. bbox=[108, 452, 362, 467]
directory-entry: Kurf. 9693 Fischer, F. W., Kohlen, Yorckstr. 35. bbox=[108, 303, 349, 318]
directory-entry: Uhld. 7539 Fischer, Dr. Herm., Direktor, Grunew. bbox=[108, 1227, 360, 1242]
directory-entry: Hum. 611 Fischer, Rob., Gewürz, Bornh.-Str. 89. bbox=[830, 229, 1078, 244]
directory-entry: Stgl. 6063 Fischer, Otto, Ing., Goßlerstr. 31. bbox=[472, 1287, 694, 1302]
directory-entry: Lzw.(1784) Fischer, Max, Drogist, Katzbachstr. 14. bbox=[472, 765, 732, 780]
directory-entry: Mpl. (892) Fischer, R. & E., Kostümwerkstatt, S. 59. bbox=[472, 1838, 739, 1853]
directory-entry: Stpl. 936 3833 Dr. Fischer & Koch, R.-A., Ch. 2. bbox=[108, 1436, 356, 1451]
directory-entry: Mpl. 4971 Fischmann, H., Eierhdl., Manteuffelstr. bbox=[830, 1898, 1084, 1913]
directory-entry: Cöp. 167 Fischer, Reinh., Gastw., Bahnhofstr. 13. bbox=[472, 1883, 722, 1898]
directory-entry: Nldf. 8030 Fischer, Frz., Maler, Gneisenaustr. 15. bbox=[108, 94, 358, 109]
directory-entry: Bism. 0568 Fisch J., J. Komm.-Ges., f. Häute u. bbox=[108, 1585, 350, 1600]
directory-entry: Mpl. 7497 Fischer, Otto, Tuche, Cöp.-Str. 96. bbox=[472, 1406, 701, 1421]
directory-entry: Hum.3152 Fischer, Willy, Kfm., Jünnaerstr. 39. bbox=[830, 840, 1069, 855]
directory-entry: Kurf. 5554 Fischer-Rawe, Ise, Rezitatorin. bbox=[830, 1615, 1045, 1630]
directory-entry: Bism. 536 Fischmann, Nicolai, Kfm., Kurf.-D. 212. bbox=[1190, 80, 1451, 94]
directory-entry: Bism.(1031) Fischer, Paul, Postdirektor, Ch. 2. bbox=[472, 1615, 708, 1630]
directory-entry: Wilh. 1389 Fitca-Kunst, Theaterdekorat., Charl. 1. bbox=[1190, 288, 1445, 303]
column-2 bbox=[472, 80, 809, 1973]
directory-entry: Ndn. 3136 Fischerei & Co., Buchdruck., C. 4. bbox=[830, 1674, 1062, 1689]
